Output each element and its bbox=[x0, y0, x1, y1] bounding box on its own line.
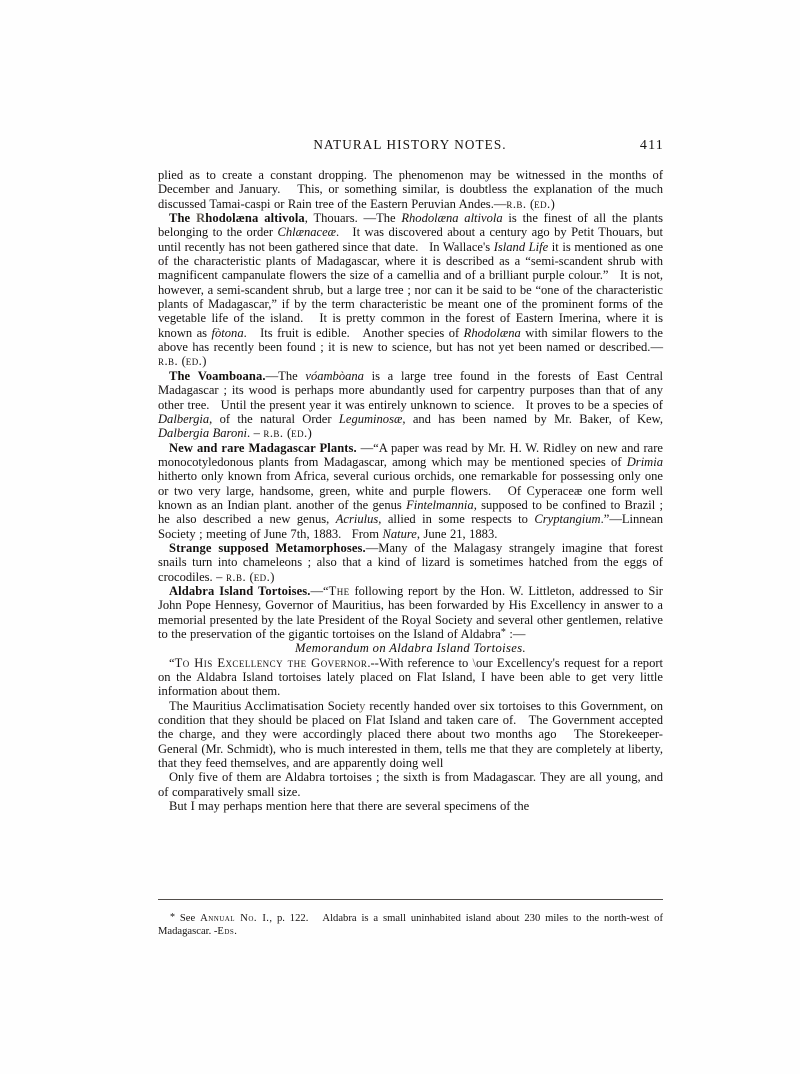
footnote-block bbox=[158, 912, 663, 939]
p-rain-tree: plied as to create a constant dropping. The phenomenon may be witnessed in the months of December and January. This, or something similar, is doubtless the explanation of the much discussed Tamai-caspi or Rain tree of the Eastern Peruvian Andes.—r.b. (ed.) bbox=[158, 168, 663, 211]
page-number: 411 bbox=[639, 138, 664, 153]
p-only-five: Only five of them are Aldabra tortoises ; the sixth is from Madagascar. They are all young, and of comparatively small size. bbox=[158, 770, 663, 799]
p-mauritius-society: The Mauritius Acclimatisation Society recently handed over six tortoises to this Government, on condition that they should be placed on Flat Island and taken care of. The Government accepted the charge, and they were accordingly placed there about two months ago The Storekeeper-General (Mr. Schmidt), who is much interested in them, tells me that they are completely at liberty, that they feed themselves, and are apparently doing well bbox=[158, 698, 663, 771]
footnote-text: * See Annual No. I., p. 122. Aldabra is a small uninhabited island about 230 miles to the north-west of Madagascar. -Eds. bbox=[158, 912, 664, 937]
p-aldabra-intro: Aldabra Island Tortoises.—“The following report by the Hon. W. Littleton, addressed to Sir John Pope Hennesy, Governor of Mauritius, has been forwarded by His Excellency in answer to a memorial presented by the late President of the Royal Society and several other gentlemen, relative to the preservation of the gigantic tortoises on the Island of Aldabra* :— bbox=[158, 583, 663, 641]
p-rhodolaena: The Rhodolæna altivola, Thouars. —The Rhodolæna altivola is the finest of all the plants belonging to the order Chlænaceæ. It was discovered about a century ago by Petit Thouars, but until recently has not been gathered since that date. In Wallace's Island Life it is mentioned as one of the characteristic plants of Madagascar, where it is described as a “semi-scandent shrub with magnificent campanulate flowers the size of a camellia and of a brilliant purple colour.” It is not, however, a semi-scandent shrub, but a large tree ; nor can it be said to be “one of the characteristic plants of Madagascar,” if by the term characteristic be meant one of the prominent forms of the vegetable life of the island. It is pretty common in the forest of Eastern Imerina, where it is known as fòtona. Its fruit is edible. Another species of Rhodolæna with similar flowers to the above has recently been found ; it is new to science, but has not yet been named or described.—r.b. (ed.) bbox=[158, 211, 664, 369]
paragraph-list bbox=[158, 168, 663, 641]
p-metamorphoses: Strange supposed Metamorphoses.—Many of the Malagasy strangely imagine that forest snails turn into chameleons ; also that a kind of lizard is sometimes hatched from the eggs of crocodiles. – r.b. (ed.) bbox=[158, 540, 663, 584]
p-new-rare-plants: New and rare Madagascar Plants. —“A paper was read by Mr. H. W. Ridley on new and rare monocotyledonous plants from Madagascar, among which may be mentioned species of Drimia hitherto only known from Africa, several curious orchids, one remarkable for possessing only one or two very large, handsome, green, white and purple flowers. Of Cyperaceæ one form well known as an Indian plant. another of the genus Fintelmannia, supposed to be confined to Brazil ; he also described a new genus, Acriulus, allied in some respects to Cryptangium.”—Linnean Society ; meeting of June 7th, 1883. From Nature, June 21, 1883. bbox=[158, 440, 663, 541]
p-to-governor: “To His Excellency the Governor.‑‑With reference to \our Excellency's request for a report on the Aldabra Island tortoises lately placed on Flat Island, I have been able to get very little information about them. bbox=[158, 655, 664, 699]
footnote-divider bbox=[158, 899, 663, 900]
page-title: NATURAL HISTORY NOTES. bbox=[313, 137, 507, 152]
p-voamboana: The Voamboana.—The vóambòana is a large tree found in the forests of East Central Madagascar ; its wood is perhaps more abundantly used for carpentry purposes than that of any other tree. Until the present year it was entirely unknown to science. It proves to be a species of Dalbergia, of the natural Order Leguminosæ, and has been named by Mr. Baker, of Kew, Dalbergia Baroni. – r.b. (ed.) bbox=[158, 368, 663, 441]
p-but-i-may: But I may perhaps mention here that there are several specimens of the bbox=[169, 799, 530, 814]
memorandum-heading: Memorandum on Aldabra Island Tortoises. bbox=[295, 641, 526, 656]
running-head bbox=[158, 137, 662, 157]
paragraph-list-after bbox=[158, 656, 663, 814]
body-text-block bbox=[158, 168, 663, 813]
